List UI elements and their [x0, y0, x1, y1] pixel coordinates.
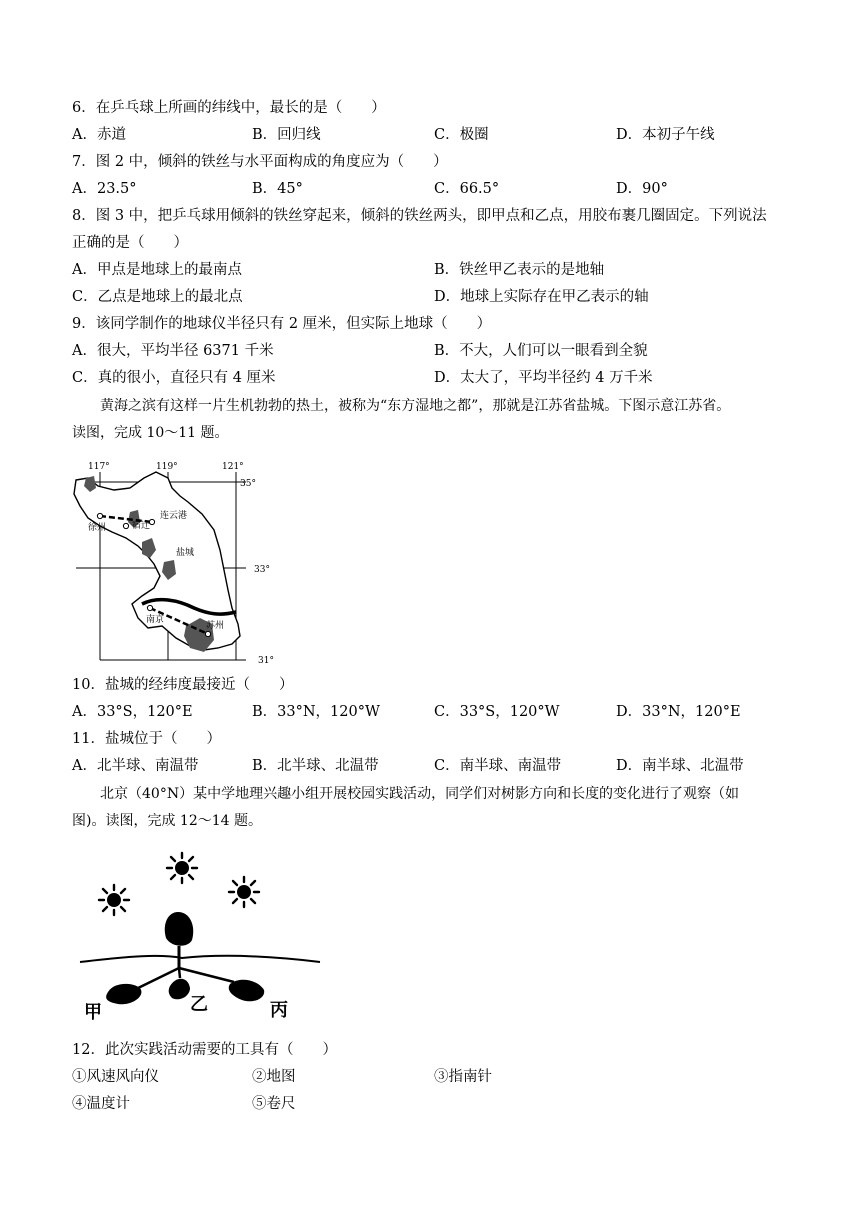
- map-longitude-121: 121°: [222, 462, 244, 472]
- question-6-stem: 6．在乒乓球上所画的纬线中，最长的是（ ）: [72, 100, 386, 116]
- tree-shadow-figure: [70, 844, 330, 1026]
- q7-option-c: C．66.5°: [434, 181, 500, 197]
- q8-option-a: A．甲点是地球上的最南点: [72, 262, 242, 278]
- intro-2-line1: 北京（40°N）某中学地理兴趣小组开展校园实践活动，同学们对树影方向和长度的变化进行了观察（如: [100, 786, 740, 802]
- intro-2-line2: 图)。读图，完成 12～14 题。: [72, 813, 262, 829]
- map-latitude-33: 33°: [254, 565, 270, 575]
- q10-option-c: C．33°S，120°W: [434, 704, 560, 720]
- map-city-lianyungang: 连云港: [160, 511, 188, 521]
- q10-option-a: A．33°S，120°E: [72, 704, 193, 720]
- q6-option-c: C．极圈: [434, 127, 489, 143]
- q7-option-a: A．23.5°: [72, 181, 137, 197]
- q9-option-d: D．太大了，平均半径约 4 万千米: [434, 370, 653, 386]
- question-8-stem-line2: 正确的是（ ）: [72, 235, 188, 251]
- question-10-stem: 10．盐城的经纬度最接近（ ）: [72, 677, 294, 693]
- q11-option-c: C．南半球、南温带: [434, 758, 562, 774]
- q12-option-1: ①风速风向仪: [72, 1069, 159, 1085]
- jiangsu-map: [68, 458, 278, 670]
- sun-icon-noon: [167, 853, 197, 883]
- map-latitude-31: 31°: [258, 656, 274, 666]
- q6-option-b: B．回归线: [252, 127, 321, 143]
- shadow-label-yi: 乙: [190, 994, 208, 1015]
- q12-option-3: ③指南针: [434, 1069, 492, 1085]
- q10-option-d: D．33°N，120°E: [616, 704, 741, 720]
- q11-option-b: B．北半球、北温带: [252, 758, 379, 774]
- map-city-suqian: 宿迁: [132, 521, 151, 531]
- map-longitude-119: 119°: [156, 462, 178, 472]
- sun-icon-morning: [99, 885, 129, 915]
- q6-option-a: A．赤道: [72, 127, 126, 143]
- map-city-yancheng: 盐城: [176, 548, 195, 558]
- sun-icon-afternoon: [229, 877, 259, 907]
- shadow-label-bing: 丙: [270, 1000, 288, 1021]
- q12-option-2: ②地图: [252, 1069, 296, 1085]
- q10-option-b: B．33°N，120°W: [252, 704, 380, 720]
- map-latitude-35: 35°: [240, 479, 256, 489]
- q9-option-c: C．真的很小，直径只有 4 厘米: [72, 370, 276, 386]
- q8-option-c: C．乙点是地球上的最北点: [72, 289, 243, 305]
- q7-option-d: D．90°: [616, 181, 668, 197]
- q6-option-d: D．本初子午线: [616, 127, 715, 143]
- intro-1-line2: 读图，完成 10～11 题。: [72, 425, 229, 441]
- shadow-label-jia: 甲: [84, 1002, 102, 1023]
- q11-option-a: A．北半球、南温带: [72, 758, 199, 774]
- map-city-nanjing: 南京: [146, 615, 165, 625]
- map-city-xuzhou: 徐州: [88, 523, 107, 533]
- q12-option-4: ④温度计: [72, 1096, 130, 1112]
- question-12-stem: 12．此次实践活动需要的工具有（ ）: [72, 1042, 337, 1058]
- q8-option-d: D．地球上实际存在甲乙表示的轴: [434, 289, 649, 305]
- q9-option-b: B．不大，人们可以一眼看到全貌: [434, 343, 648, 359]
- map-city-suzhou: 苏州: [206, 621, 225, 631]
- q7-option-b: B．45°: [252, 181, 303, 197]
- question-9-stem: 9．该同学制作的地球仪半径只有 2 厘米，但实际上地球（ ）: [72, 316, 492, 332]
- question-8-stem-line1: 8．图 3 中，把乒乓球用倾斜的铁丝穿起来，倾斜的铁丝两头，即甲点和乙点，用胶布裹几圈固定。下列说法: [72, 208, 767, 224]
- q9-option-a: A．很大，平均半径 6371 千米: [72, 343, 274, 359]
- question-11-stem: 11．盐城位于（ ）: [72, 731, 221, 747]
- intro-1-line1: 黄海之滨有这样一片生机勃勃的热土，被称为“东方湿地之都”，那就是江苏省盐城。下图示意江苏省。: [100, 398, 731, 414]
- q12-option-5: ⑤卷尺: [252, 1096, 296, 1112]
- map-longitude-117: 117°: [88, 462, 110, 472]
- question-7-stem: 7．图 2 中，倾斜的铁丝与水平面构成的角度应为（ ）: [72, 154, 448, 170]
- q8-option-b: B．铁丝甲乙表示的是地轴: [434, 262, 605, 278]
- q11-option-d: D．南半球、北温带: [616, 758, 744, 774]
